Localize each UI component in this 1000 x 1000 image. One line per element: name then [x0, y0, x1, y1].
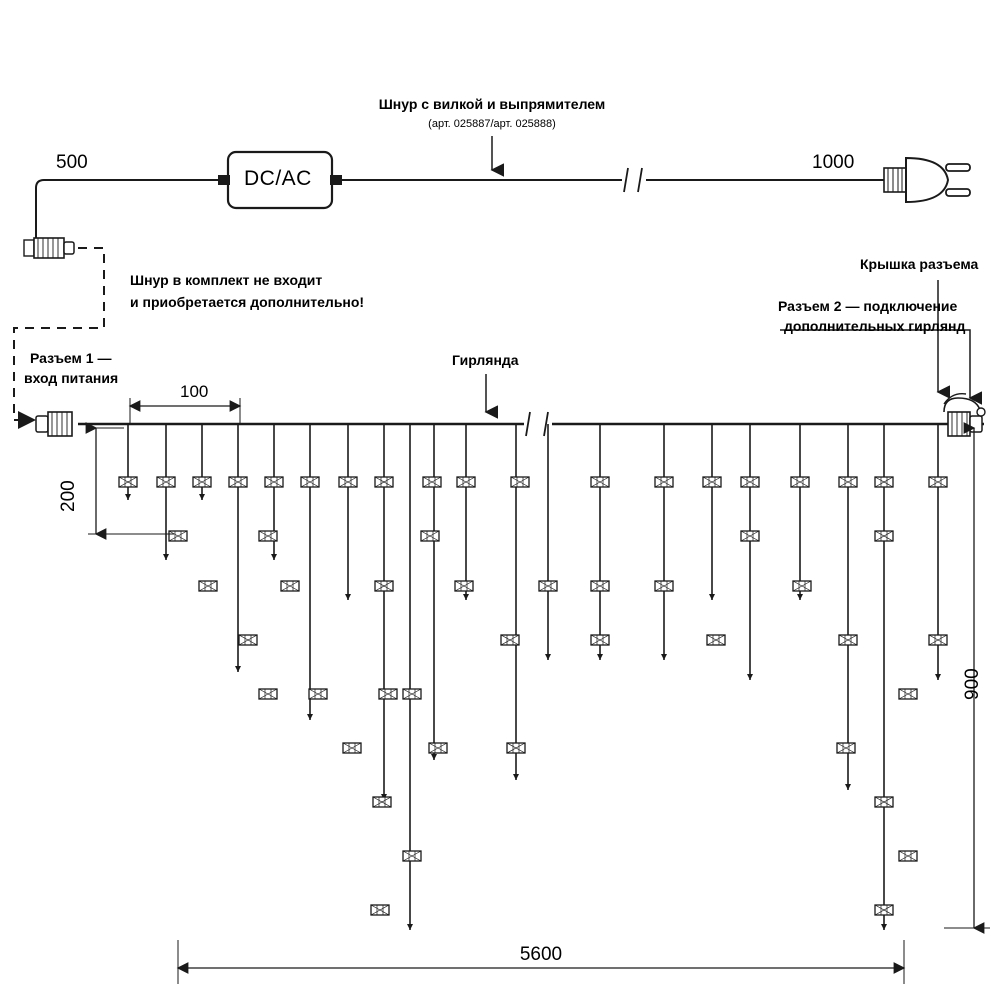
power-cord-path: [36, 180, 888, 247]
optional-cord-dashed-path: [14, 248, 104, 420]
connector-icon-garland-output: [944, 394, 985, 436]
plug-icon: [884, 158, 970, 202]
connector-icon-garland-input: [36, 412, 72, 436]
dimension-label-900: 900: [962, 668, 983, 700]
power-cord-title: Шнур с вилкой и выпрямителем: [378, 96, 606, 112]
not-included-line2: и приобретается дополнительно!: [130, 294, 365, 310]
dimension-label-500: 500: [56, 152, 88, 173]
dimension-label-1000: 1000: [812, 152, 855, 173]
leader-connector2: [780, 330, 970, 398]
power-cord-article: (арт. 025887/арт. 025888): [428, 118, 556, 130]
dimension-label-100: 100: [180, 382, 209, 401]
dcac-label: DC/AC: [244, 167, 312, 190]
connector2-line1: Разъем 2 — подключение: [778, 298, 958, 314]
garland-label: Гирлянда: [452, 352, 519, 368]
connector-icon-left-top: [24, 238, 74, 258]
not-included-line1: Шнур в комплект не входит: [130, 272, 323, 288]
connector2-line2: дополнительных гирлянд: [784, 318, 966, 334]
break-mark-icon-top: [624, 168, 642, 192]
break-mark-icon-garland: [526, 412, 548, 436]
dimension-label-5600: 5600: [519, 944, 563, 965]
garland-strands: [125, 424, 941, 930]
led-lamps: [119, 477, 947, 915]
connector1-line1: Разъем 1 —: [30, 350, 112, 366]
connector1-line2: вход питания: [24, 370, 119, 386]
cap-label: Крышка разъема: [860, 256, 979, 272]
dimension-label-200: 200: [58, 480, 79, 512]
